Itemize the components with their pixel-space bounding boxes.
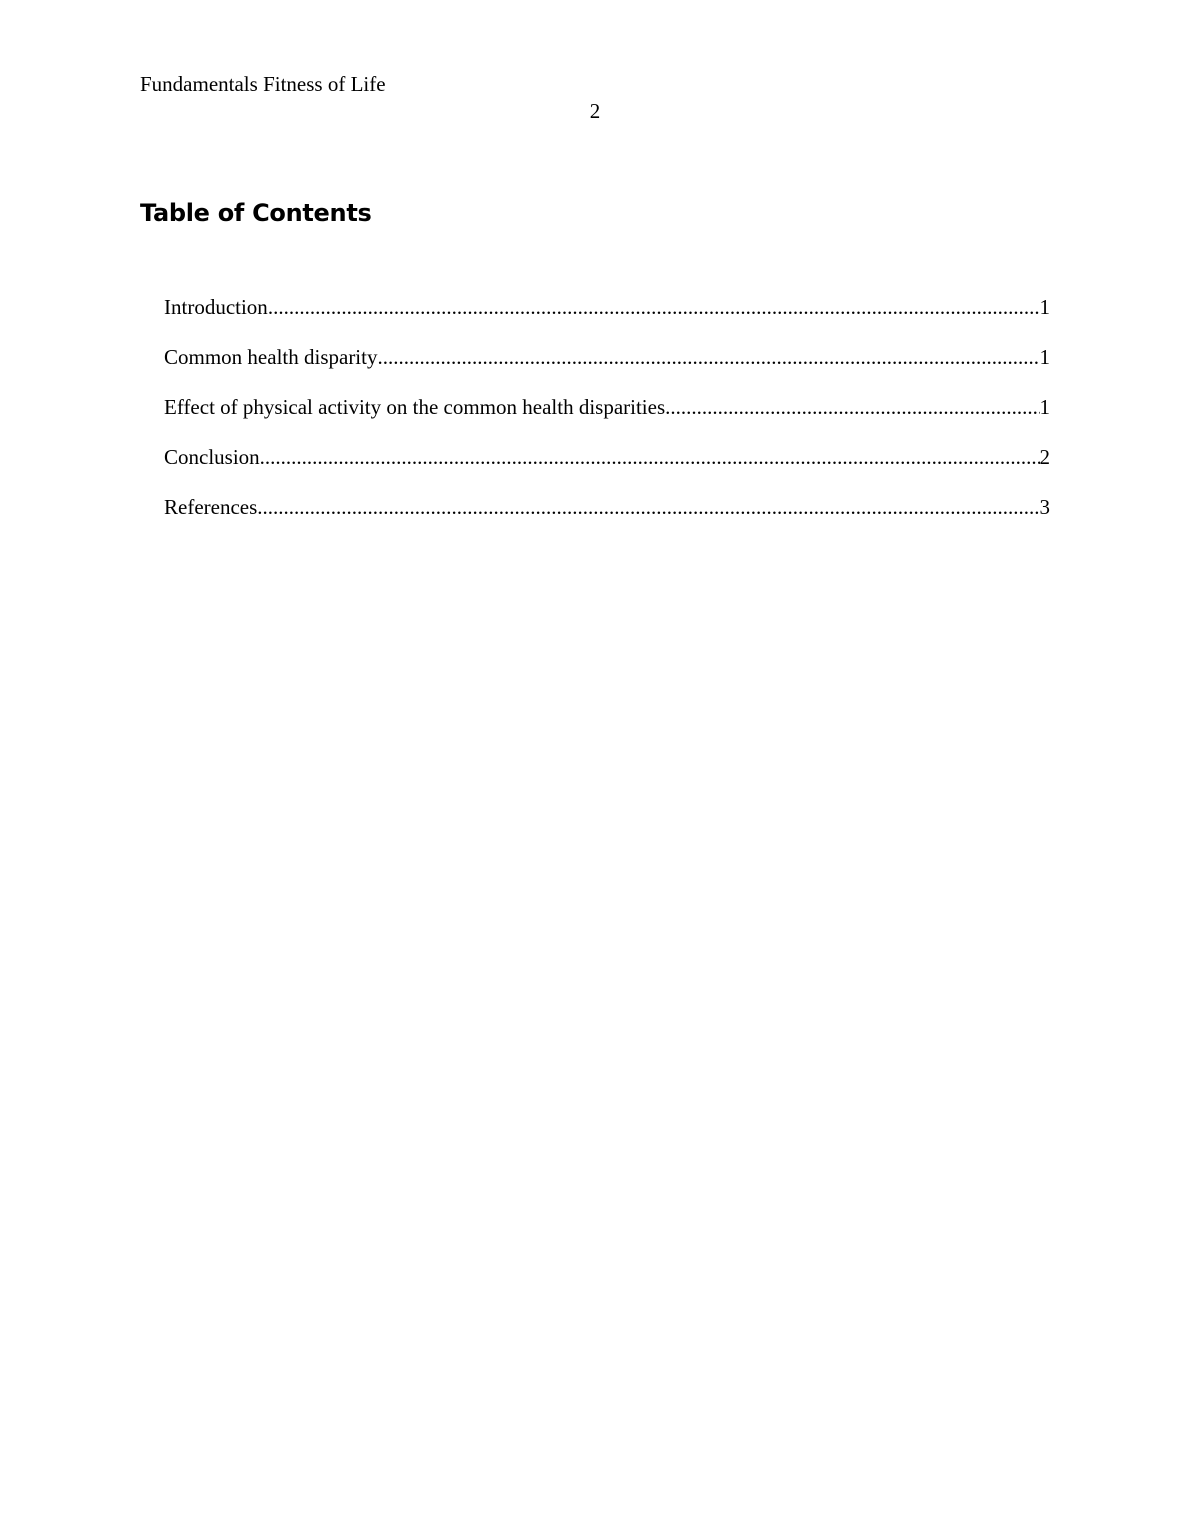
toc-entry-introduction[interactable]: [164, 293, 1050, 343]
toc-title: Table of Contents: [140, 199, 372, 227]
toc-entry-common-health-disparity[interactable]: [164, 343, 1050, 393]
toc-entry-effect-of-physical-activity[interactable]: [164, 393, 1050, 443]
toc-entry-text: Effect of physical activity on the common health disparities: [164, 395, 666, 419]
toc-entry-page: 3: [1039, 495, 1050, 519]
toc-entry-conclusion[interactable]: [164, 443, 1050, 493]
toc-dot-leader: [665, 393, 1039, 421]
running-head: Fundamentals Fitness of Life: [140, 72, 386, 96]
toc-list: [164, 293, 1050, 543]
toc-entry-text: Common health disparity: [164, 345, 378, 369]
toc-dot-leader: [260, 443, 1040, 471]
toc-dot-leader: [268, 293, 1040, 321]
toc-dot-leader: [257, 493, 1039, 521]
toc-entry-page: 1: [1039, 345, 1050, 369]
toc-entry-text: Conclusion: [164, 445, 260, 469]
toc-entry-text: References: [164, 495, 258, 519]
page-number: 2: [589, 99, 601, 123]
toc-entry-page: 1: [1039, 295, 1050, 319]
toc-entry-page: 1: [1039, 395, 1050, 419]
toc-entry-text: Introduction: [164, 295, 268, 319]
toc-entry-page: 2: [1039, 445, 1050, 469]
toc-dot-leader: [377, 343, 1039, 371]
toc-entry-references[interactable]: [164, 493, 1050, 543]
